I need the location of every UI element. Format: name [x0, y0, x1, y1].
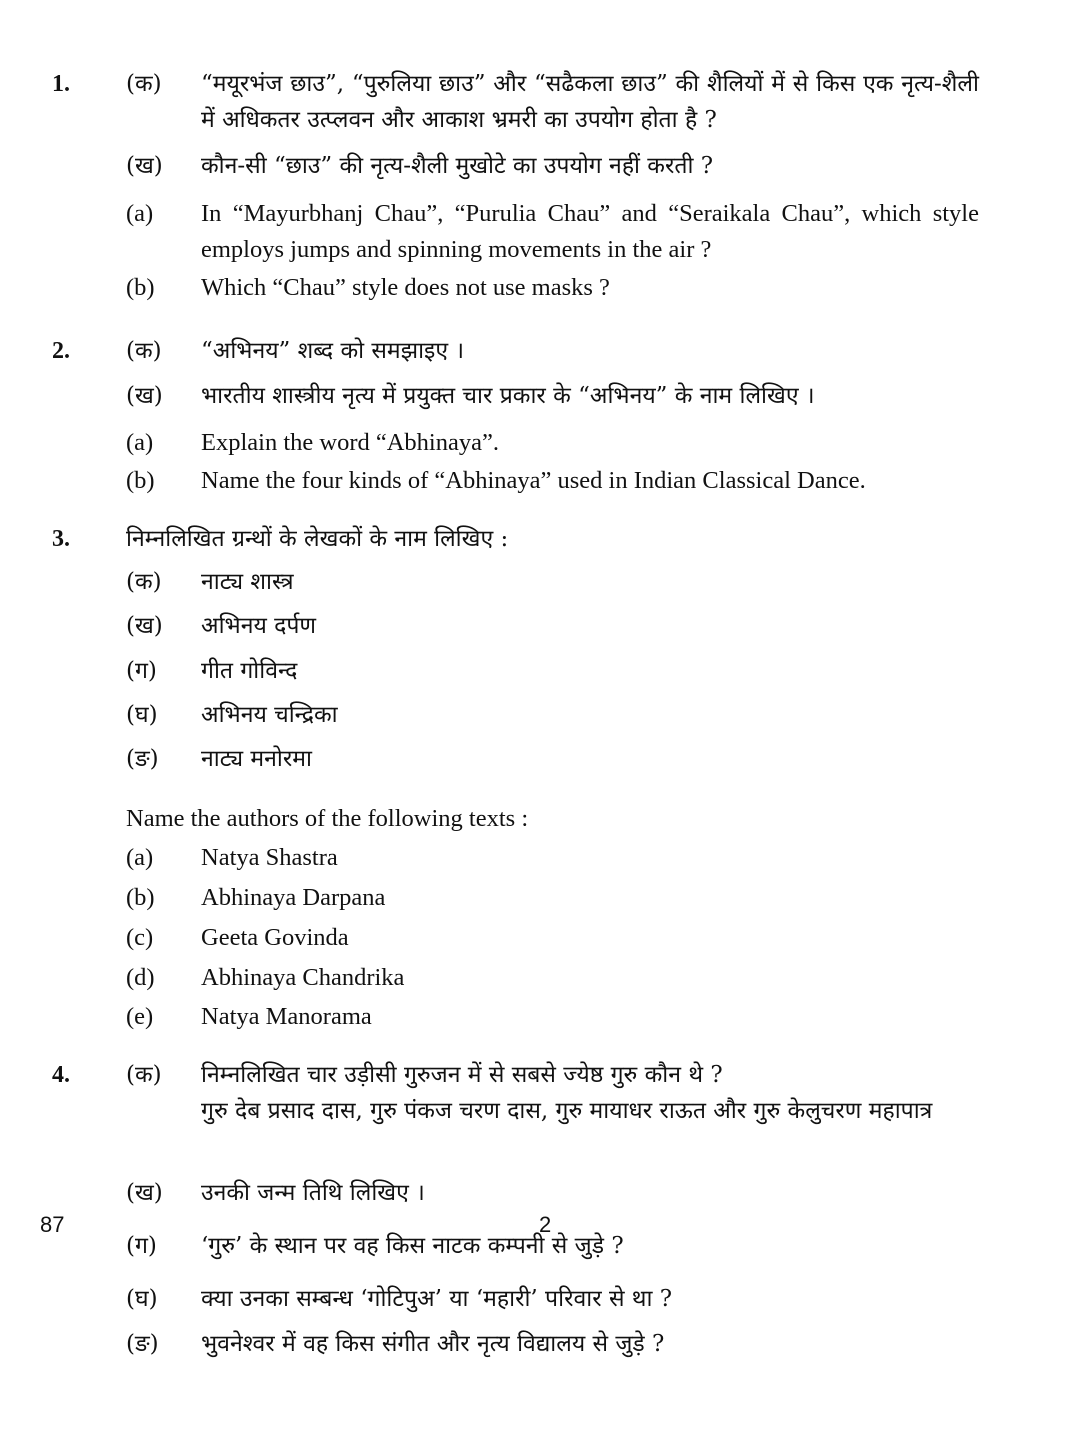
question-text: भुवनेश्वर में वह किस संगीत और नृत्य विद्यालय से जुड़े ?	[201, 1331, 665, 1357]
item-text: नाट्य मनोरमा	[201, 746, 312, 772]
part-marker: (ख)	[126, 383, 163, 409]
question-number: 2.	[52, 338, 70, 364]
question-text: Name the authors of the following texts :	[126, 805, 529, 832]
part-marker: (ङ)	[126, 1331, 159, 1357]
part-marker: (b)	[126, 884, 155, 911]
part-marker: (घ)	[126, 702, 158, 728]
part-marker: (क)	[126, 569, 162, 595]
question-text: Name the four kinds of “Abhinaya” used in Indian Classical Dance.	[201, 467, 866, 494]
question-text: गुरु देब प्रसाद दास, गुरु पंकज चरण दास, गुरु मायाधर राऊत और गुरु केलुचरण महापात्र	[201, 1098, 933, 1124]
part-marker: (b)	[126, 274, 155, 301]
question-text: Explain the word “Abhinaya”.	[201, 429, 499, 456]
question-text: In “Mayurbhanj Chau”, “Purulia Chau” and “Seraikala Chau”, which style employs jumps and spinning movements in the air ?	[201, 200, 979, 263]
part-marker: (घ)	[126, 1286, 158, 1312]
question-text: “मयूरभंज छाउ”, “पुरुलिया छाउ” और “सढैकला छाउ” की शैलियों में से किस एक नृत्य-शैली में अधिकतर उत्प्लवन और आकाश भ्रमरी का उपयोग होता है ?	[201, 71, 979, 133]
part-marker: (क)	[126, 1062, 162, 1088]
part-marker: (a)	[126, 200, 154, 227]
item-text: Abhinaya Chandrika	[201, 964, 405, 991]
part-marker: (ग)	[126, 1233, 157, 1259]
item-text: Natya Shastra	[201, 844, 338, 871]
item-text: अभिनय दर्पण	[201, 613, 317, 639]
part-marker: (b)	[126, 467, 155, 494]
part-marker: (ख)	[126, 153, 163, 179]
item-text: Natya Manorama	[201, 1003, 372, 1030]
paper-code: 87	[40, 1212, 65, 1237]
question-text: “अभिनय” शब्द को समझाइए ।	[201, 338, 465, 364]
question-text: ‘गुरु’ के स्थान पर वह किस नाटक कम्पनी से जुड़े ?	[201, 1233, 624, 1259]
part-marker: (a)	[126, 429, 154, 456]
item-text: Geeta Govinda	[201, 924, 349, 951]
page-number: 2	[539, 1212, 552, 1237]
part-marker: (क)	[126, 71, 162, 97]
item-text: अभिनय चन्द्रिका	[201, 702, 338, 728]
part-marker: (d)	[126, 964, 155, 991]
part-marker: (ङ)	[126, 746, 159, 772]
part-marker: (ख)	[126, 1180, 163, 1206]
question-text: निम्नलिखित ग्रन्थों के लेखकों के नाम लिखिए :	[126, 526, 509, 552]
question-number: 1.	[52, 71, 70, 97]
part-marker: (ग)	[126, 658, 157, 684]
item-text: गीत गोविन्द	[201, 658, 298, 684]
part-marker: (c)	[126, 924, 154, 951]
question-text: उनकी जन्म तिथि लिखिए ।	[201, 1180, 425, 1206]
question-text: Which “Chau” style does not use masks ?	[201, 274, 610, 301]
question-text: भारतीय शास्त्रीय नृत्य में प्रयुक्त चार प्रकार के “अभिनय” के नाम लिखिए ।	[201, 383, 815, 409]
question-text: क्या उनका सम्बन्ध ‘गोटिपुअ’ या ‘महारी’ परिवार से था ?	[201, 1286, 673, 1312]
question-text: निम्नलिखित चार उड़ीसी गुरुजन में से सबसे ज्येष्ठ गुरु कौन थे ?	[201, 1062, 723, 1088]
part-marker: (ख)	[126, 613, 163, 639]
part-marker: (e)	[126, 1003, 154, 1030]
question-number: 4.	[52, 1062, 70, 1088]
item-text: नाट्य शास्त्र	[201, 569, 294, 595]
question-number: 3.	[52, 526, 70, 552]
part-marker: (क)	[126, 338, 162, 364]
item-text: Abhinaya Darpana	[201, 884, 386, 911]
part-marker: (a)	[126, 844, 154, 871]
question-text: कौन-सी “छाउ” की नृत्य-शैली मुखोटे का उपयोग नहीं करती ?	[201, 153, 714, 179]
